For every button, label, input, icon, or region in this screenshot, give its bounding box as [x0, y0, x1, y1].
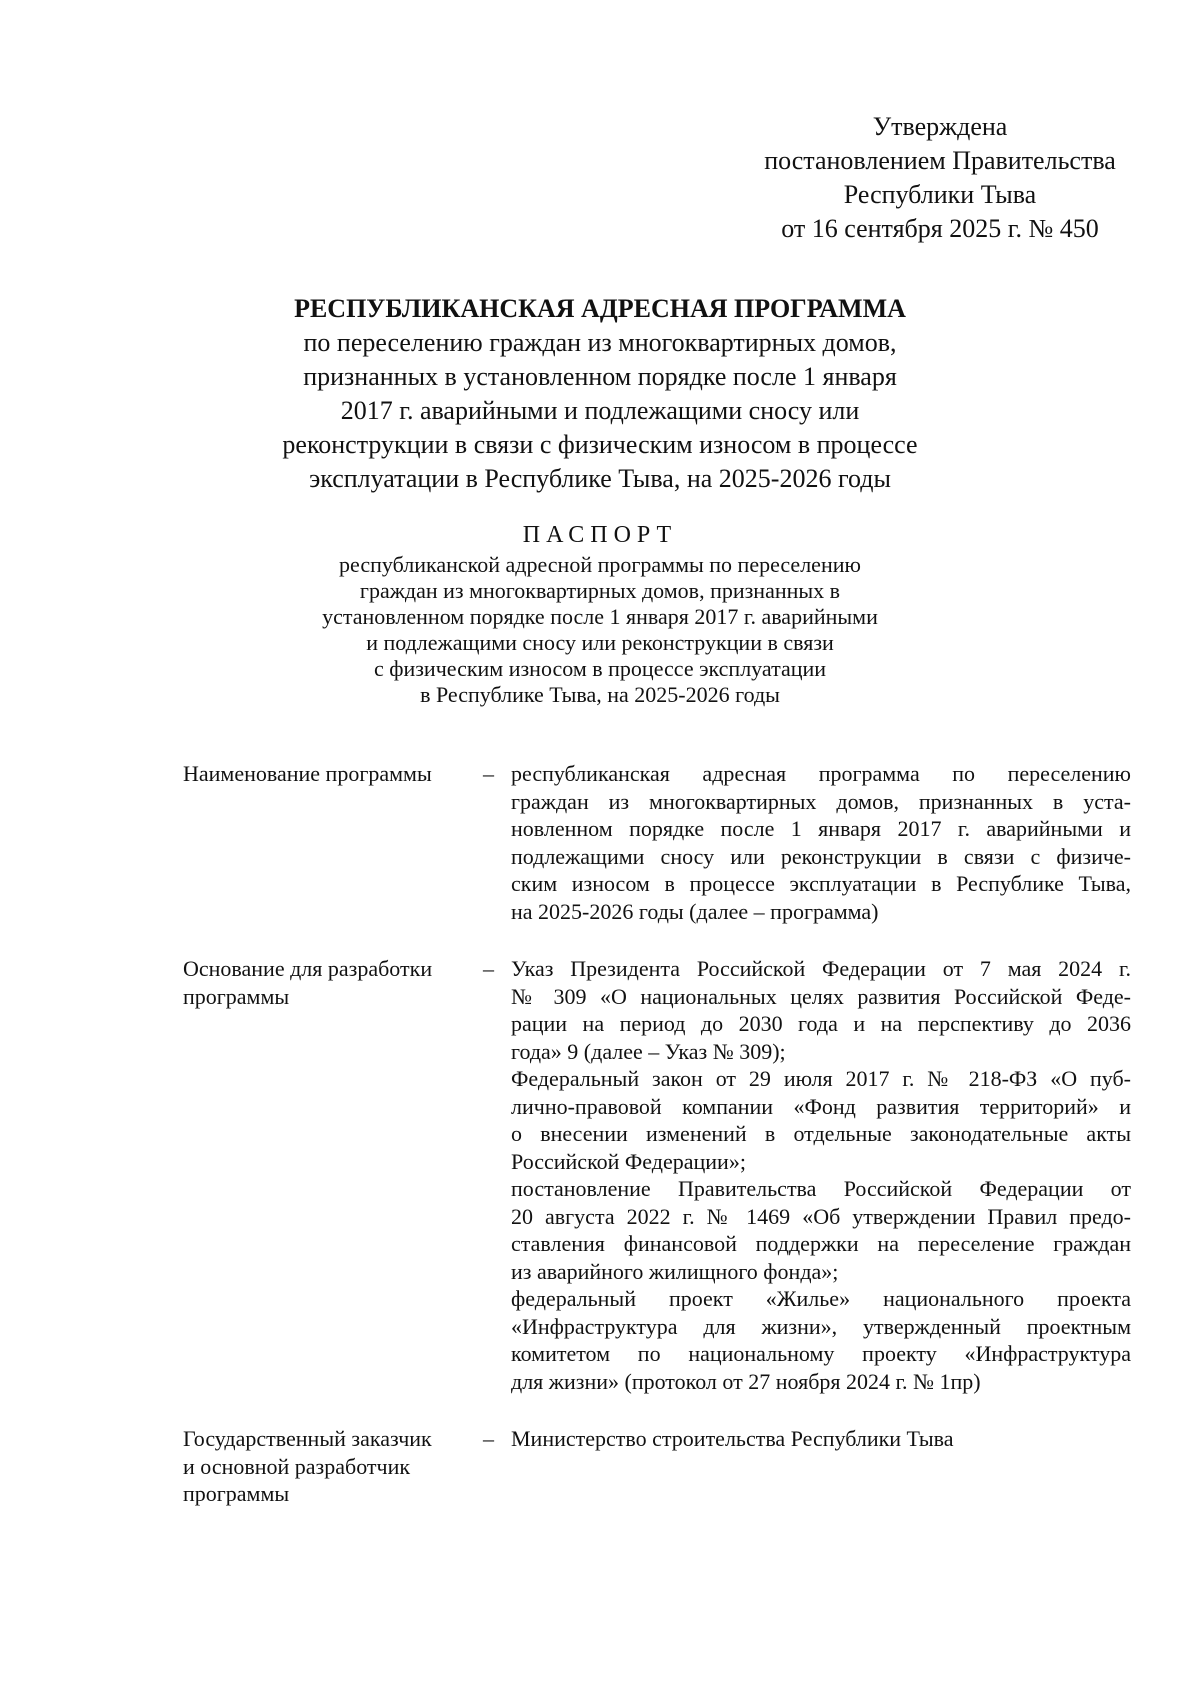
passport-row-value-line: граждан из многоквартирных домов, признанных в уста-	[511, 788, 1131, 814]
passport-row-value-line: «Инфраструктура для жизни», утвержденный проектным	[511, 1313, 1131, 1339]
passport-row-label	[183, 760, 483, 925]
passport-row-label	[183, 1425, 483, 1508]
passport-row-value-line: № 309 «О национальных целях развития Российской Феде-	[511, 983, 1131, 1009]
passport-row-value-line: Министерство строительства Республики Тыва	[511, 1426, 954, 1451]
passport-row-value	[511, 955, 1131, 1395]
passport-row-value-line: республиканская адресная программа по переселению	[511, 761, 1131, 786]
approval-line: постановлением Правительства	[764, 146, 1116, 175]
approval-line: от 16 сентября 2025 г. № 450	[781, 214, 1099, 243]
passport-row-value-line: для жизни» (протокол от 27 ноября 2024 г. № 1пр)	[511, 1368, 981, 1394]
passport-row-value-line: комитетом по национальному проекту «Инфраструктура	[511, 1341, 1131, 1366]
passport-row-dash: –	[483, 1426, 494, 1451]
passport-row-value-line: 20 августа 2022 г. № 1469 «Об утверждении Правил предо-	[511, 1203, 1131, 1229]
passport-row-value	[511, 1425, 1131, 1508]
passport-row-label-line: и основной разработчик	[183, 1453, 411, 1479]
passport-row-value-line: о внесении изменений в отдельные законодательные акты	[511, 1121, 1131, 1146]
program-title-line: реконструкции в связи с физическим износом в процессе	[282, 430, 918, 459]
passport-row-value-line: из аварийного жилищного фонда»;	[511, 1258, 839, 1284]
program-title-line: эксплуатации в Республике Тыва, на 2025-2026 годы	[309, 464, 891, 493]
passport-row-value-line: года» 9 (далее – Указ № 309);	[511, 1038, 786, 1064]
passport-row-value-line: Российской Федерации»;	[511, 1148, 746, 1174]
passport-row-value-line: рации на период до 2030 года и на перспективу до 2036	[511, 1011, 1131, 1036]
passport-row-value-line: федеральный проект «Жилье» национального проекта	[511, 1286, 1131, 1311]
program-title	[150, 292, 1050, 496]
approval-line: Утверждена	[872, 112, 1008, 141]
passport-row-label	[183, 955, 483, 1395]
passport-row-value-line: подлежащими сносу или реконструкции в связи с физиче-	[511, 843, 1131, 869]
program-title-main: РЕСПУБЛИКАНСКАЯ АДРЕСНАЯ ПРОГРАММА	[294, 294, 906, 323]
passport-row-value-line: Федеральный закон от 29 июля 2017 г. № 218-ФЗ «О пуб-	[511, 1066, 1131, 1091]
passport-row	[183, 1425, 1143, 1508]
passport-subtitle-line: в Республике Тыва, на 2025-2026 годы	[420, 682, 780, 707]
approval-stamp	[740, 110, 1140, 246]
passport-subtitle-line: установленном порядке после 1 января 2017 г. аварийными	[322, 604, 878, 629]
passport-row-value-line: постановление Правительства Российской Федерации от	[511, 1176, 1131, 1201]
passport-row-label-line: Наименование программы	[183, 761, 432, 786]
passport-subtitle-line: граждан из многоквартирных домов, признанных в	[359, 578, 841, 603]
passport-subtitle-line: с физическим износом в процессе эксплуатации	[373, 656, 827, 681]
passport-row-value-line: ставления финансовой поддержки на переселение граждан	[511, 1231, 1131, 1256]
passport-table	[183, 760, 1143, 1538]
passport-row-value-line: ским износом в процессе эксплуатации в Республике Тыва,	[511, 871, 1131, 896]
passport-row-label-line: Государственный заказчик	[183, 1426, 432, 1451]
passport-row-label-line: программы	[183, 1481, 290, 1506]
passport-subtitle-line: республиканской адресной программы по переселению	[339, 552, 861, 577]
passport-subtitle-line: и подлежащими сносу или реконструкции в связи	[366, 630, 834, 655]
passport-header	[150, 522, 1050, 708]
passport-row-dash: –	[483, 761, 494, 786]
passport-row	[183, 955, 1143, 1395]
program-title-line: признанных в установленном порядке после 1 января	[303, 362, 897, 391]
program-title-line: 2017 г. аварийными и подлежащими сносу или	[340, 396, 860, 425]
passport-row-label-line: программы	[183, 983, 290, 1009]
passport-row-value-line: новленном порядке после 1 января 2017 г. аварийными и	[511, 816, 1131, 841]
passport-row-dash: –	[483, 956, 494, 981]
passport-row-value-line: Указ Президента Российской Федерации от 7 мая 2024 г.	[511, 956, 1131, 981]
passport-row-value	[511, 760, 1131, 925]
passport-row-value-line: на 2025-2026 годы (далее – программа)	[511, 898, 879, 924]
program-title-line: по переселению граждан из многоквартирных домов,	[303, 328, 897, 357]
passport-row	[183, 760, 1143, 925]
passport-row-value-line: лично-правовой компании «Фонд развития территорий» и	[511, 1093, 1131, 1119]
approval-line: Республики Тыва	[843, 180, 1037, 209]
passport-heading: ПАСПОРТ	[522, 522, 678, 548]
passport-row-label-line: Основание для разработки	[183, 956, 433, 981]
